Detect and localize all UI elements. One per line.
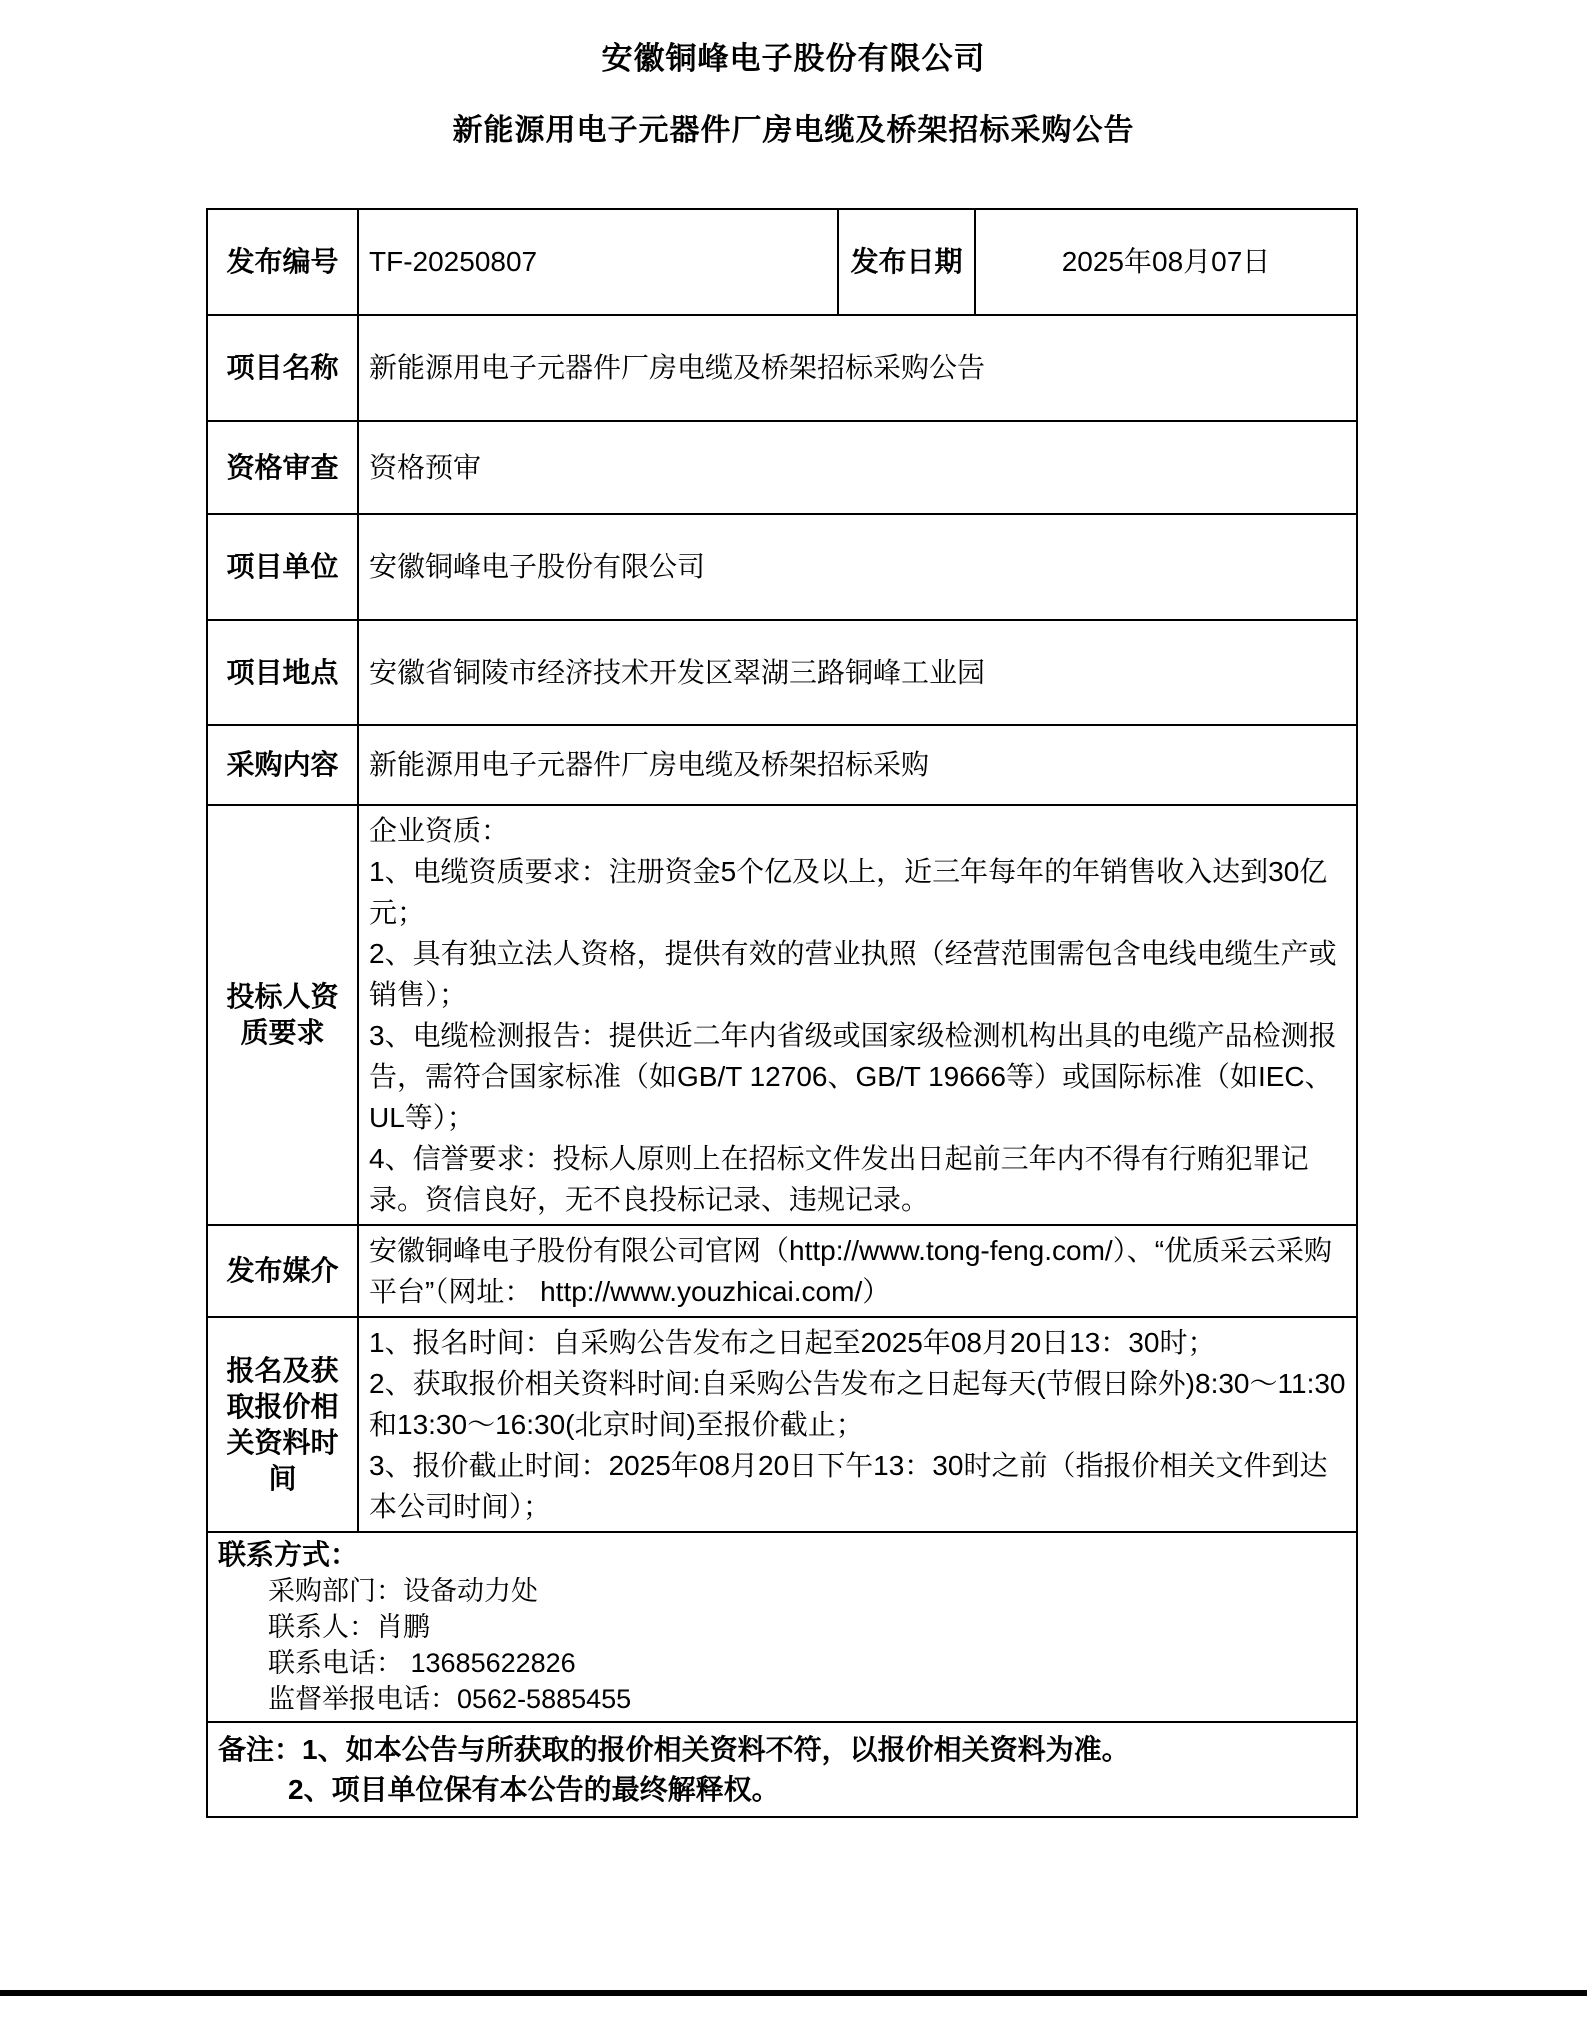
publish-number-label: 发布编号: [207, 209, 358, 315]
publish-date-value: 2025年08月07日: [975, 209, 1357, 315]
page-subtitle: 新能源用电子元器件厂房电缆及桥架招标采购公告: [452, 114, 1135, 147]
publish-media-value: 安徽铜峰电子股份有限公司官网（http://www.tong-feng.com/）、“优质采云采购平台”（网址： http://www.youzhicai.com/）: [358, 1225, 1357, 1317]
project-location-label: 项目地点: [207, 620, 358, 725]
row-project-location: [207, 620, 1357, 725]
project-unit-value: 安徽铜峰电子股份有限公司: [358, 514, 1357, 620]
project-name-value: 新能源用电子元器件厂房电缆及桥架招标采购公告: [358, 315, 1357, 421]
row-project-name: [207, 315, 1357, 421]
row-purchase-content: [207, 725, 1357, 805]
qualification-line: 2、具有独立法人资格，提供有效的营业执照（经营范围需包含电线电缆生产或销售）；: [369, 938, 1337, 1010]
contact-phone: 联系电话： 13685622826: [268, 1648, 576, 1678]
registration-line: 2、获取报价相关资料时间:自采购公告发布之日起每天(节假日除外)8:30～11:30和13:30～16:30(北京时间)至报价截止；: [369, 1368, 1346, 1440]
project-name-label: 项目名称: [207, 315, 358, 421]
contact-heading: 联系方式：: [218, 1539, 359, 1570]
bidder-qualification-value: [358, 805, 1357, 1225]
row-registration-time: [207, 1317, 1357, 1532]
project-unit-label: 项目单位: [207, 514, 358, 620]
contact-person: 联系人：肖鹏: [268, 1612, 430, 1642]
purchase-content-value: 新能源用电子元器件厂房电缆及桥架招标采购: [358, 725, 1357, 805]
row-remark: [207, 1722, 1357, 1817]
page-title: 安徽铜峰电子股份有限公司: [601, 41, 986, 76]
qualification-line: 3、电缆检测报告：提供近二年内省级或国家级检测机构出具的电缆产品检测报告，需符合国家标准（如GB/T 12706、GB/T 19666等）或国际标准（如IEC、UL等）；: [369, 1020, 1337, 1133]
row-project-unit: [207, 514, 1357, 620]
qualification-check-label: 资格审查: [207, 421, 358, 514]
qualification-line: 企业资质：: [369, 815, 510, 846]
row-publish: [207, 209, 1357, 315]
publish-media-label: 发布媒介: [207, 1225, 358, 1317]
row-contact: [207, 1532, 1357, 1722]
bidder-qualification-label: 投标人资质要求: [207, 805, 358, 1225]
announcement-table: [206, 208, 1358, 1818]
contact-supervision-phone: 监督举报电话：0562-5885455: [268, 1684, 632, 1714]
remark-cell: [207, 1722, 1357, 1817]
remark-line-2: 2、项目单位保有本公告的最终解释权。: [288, 1773, 780, 1805]
row-qualification-check: [207, 421, 1357, 514]
registration-time-value: [358, 1317, 1357, 1532]
qualification-line: 1、电缆资质要求：注册资金5个亿及以上，近三年每年的年销售收入达到30亿元；: [369, 856, 1328, 928]
publish-date-label: 发布日期: [838, 209, 975, 315]
project-location-value: 安徽省铜陵市经济技术开发区翠湖三路铜峰工业园: [358, 620, 1357, 725]
publish-number-value: TF-20250807: [358, 209, 838, 315]
row-publish-media: [207, 1225, 1357, 1317]
remark-line-1: 备注：1、如本公告与所获取的报价相关资料不符，以报价相关资料为准。: [218, 1733, 1130, 1765]
row-bidder-qualification: [207, 805, 1357, 1225]
contact-department: 采购部门：设备动力处: [268, 1576, 538, 1606]
page-footer-rule: [0, 1990, 1587, 1996]
contact-cell: [207, 1532, 1357, 1722]
qualification-check-value: 资格预审: [358, 421, 1357, 514]
registration-time-label: 报名及获取报价相关资料时间: [207, 1317, 358, 1532]
purchase-content-label: 采购内容: [207, 725, 358, 805]
registration-line: 1、报名时间：自采购公告发布之日起至2025年08月20日13：30时；: [369, 1327, 1216, 1358]
registration-line: 3、报价截止时间：2025年08月20日下午13：30时之前（指报价相关文件到达本公司时间）；: [369, 1450, 1328, 1522]
qualification-line: 4、信誉要求：投标人原则上在招标文件发出日起前三年内不得有行贿犯罪记录。资信良好，无不良投标记录、违规记录。: [369, 1143, 1309, 1215]
